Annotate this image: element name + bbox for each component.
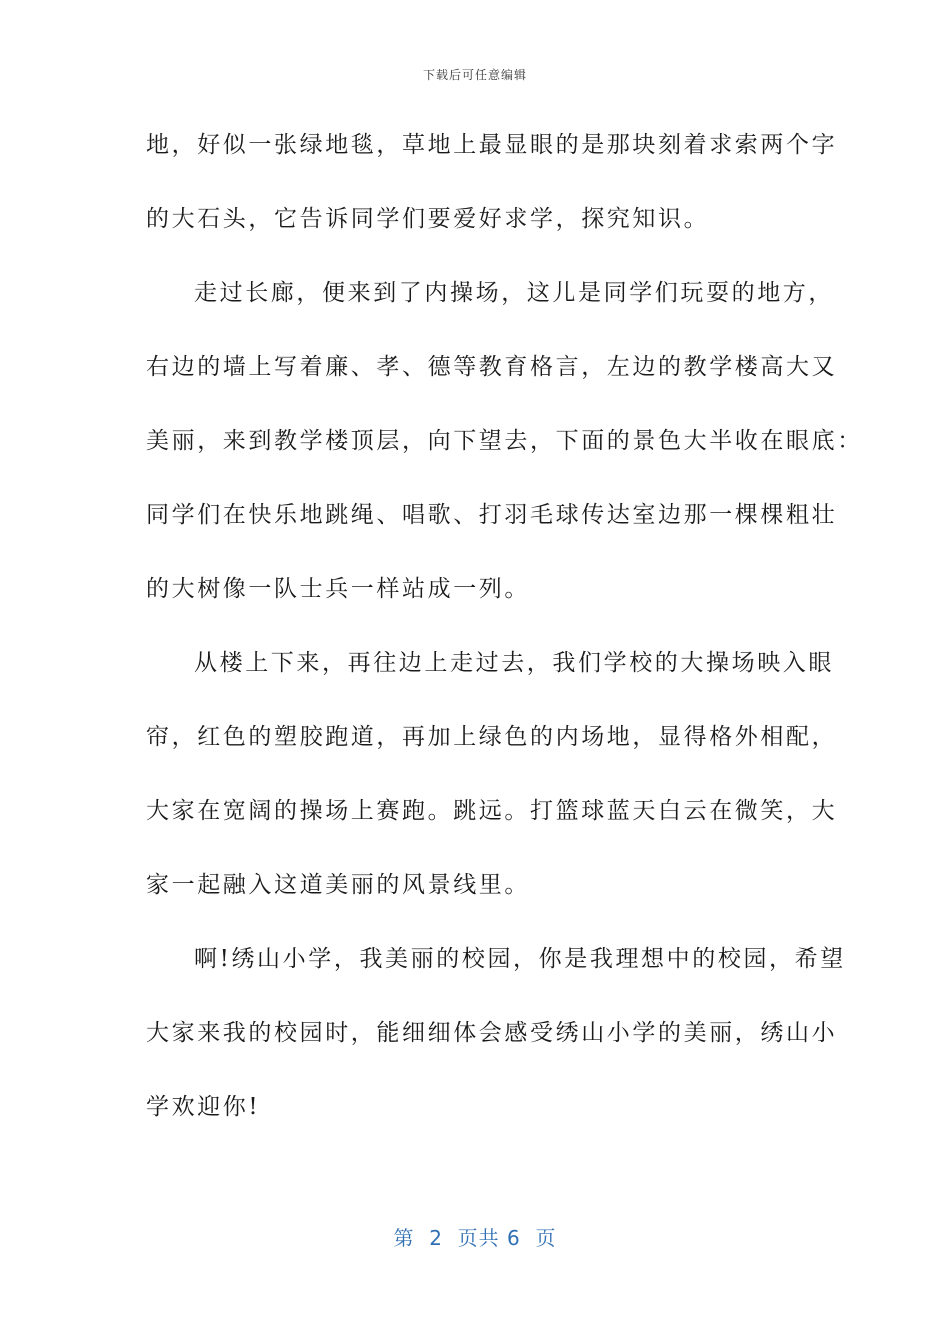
text-line: 帘，红色的塑胶跑道，再加上绿色的内场地，显得格外相配， — [146, 724, 838, 750]
text-line: 同学们在快乐地跳绳、唱歌、打羽毛球传达室边那一棵棵粗壮 — [146, 502, 838, 528]
text-line: 右边的墙上写着廉、孝、德等教育格言，左边的教学楼高大又 — [146, 354, 838, 380]
page-number-footer: 第 2 页共 6 页 — [393, 1226, 557, 1250]
paragraph-start-line: 从楼上下来，再往边上走过去，我们学校的大操场映入眼 — [194, 650, 834, 676]
text-line: 大家在宽阔的操场上赛跑。跳远。打篮球蓝天白云在微笑，大 — [146, 798, 838, 824]
paragraph-start-line: 走过长廊，便来到了内操场，这儿是同学们玩耍的地方， — [194, 280, 834, 306]
text-line: 的大树像一队士兵一样站成一列。 — [146, 576, 530, 602]
body-text — [146, 116, 863, 1152]
text-line: 学欢迎你! — [146, 1094, 261, 1120]
text-line: 地，好似一张绿地毯，草地上最显眼的是那块刻着求索两个字 — [146, 132, 838, 158]
text-line: 大家来我的校园时，能细细体会感受绣山小学的美丽，绣山小 — [146, 1020, 838, 1046]
text-line: 美丽，来到教学楼顶层，向下望去，下面的景色大半收在眼底： — [146, 428, 863, 454]
header-note: 下载后可任意编辑 — [422, 68, 527, 82]
paragraph-start-line: 啊!绣山小学，我美丽的校园，你是我理想中的校园，希望 — [194, 946, 846, 972]
text-line: 家一起融入这道美丽的风景线里。 — [146, 872, 530, 898]
text-line: 的大石头，它告诉同学们要爱好求学，探究知识。 — [146, 206, 710, 232]
